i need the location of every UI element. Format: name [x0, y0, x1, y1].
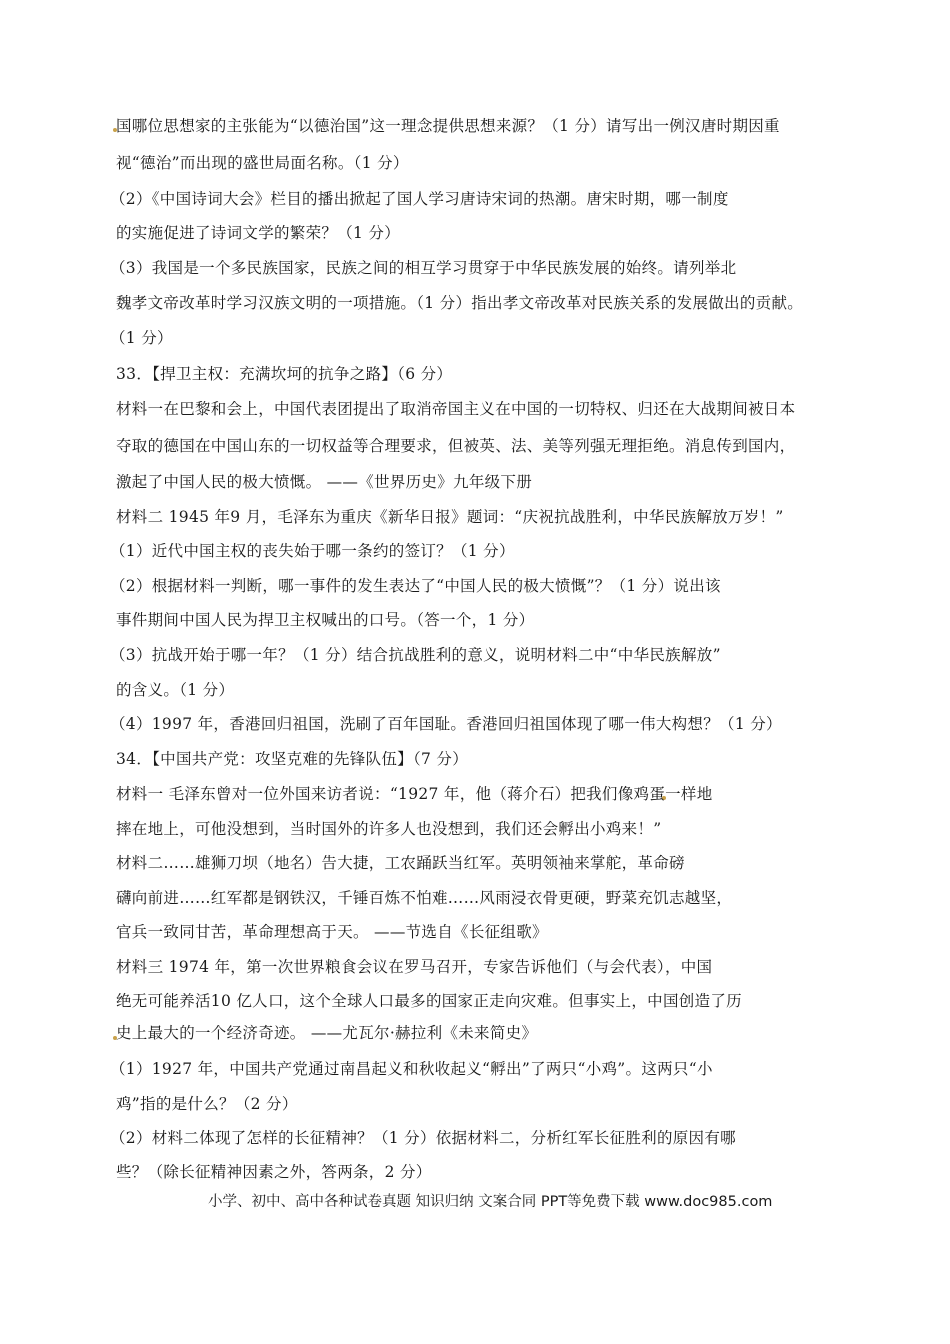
question-heading: 34．【中国共产党：攻坚克难的先锋队伍】（7 分）: [116, 750, 469, 768]
text-line: （2）根据材料一判断，哪一事件的发生表达了“中国人民的极大愤慨”？（1 分）说出该: [110, 577, 721, 595]
text-line: （2）材料二体现了怎样的长征精神？（1 分）依据材料二，分析红军长征胜利的原因有哪: [110, 1129, 736, 1147]
text-line: 国哪位思想家的主张能为“以德治国”这一理念提供思想来源？（1 分）请写出一例汉唐时期因重: [116, 117, 780, 135]
text-line: 摔在地上，可他没想到，当时国外的许多人也没想到，我们还会孵出小鸡来！”: [116, 820, 662, 838]
text-line: 魏孝文帝改革时学习汉族文明的一项措施。（1 分）指出孝文帝改革对民族关系的发展做出的贡献。: [116, 294, 804, 312]
text-line: 绝无可能养活10 亿人口，这个全球人口最多的国家正走向灾难。但事实上，中国创造了历: [116, 992, 742, 1010]
page-footer: 小学、初中、高中各种试卷真题 知识归纳 文案合同 PPT等免费下载 www.doc985.com: [208, 1194, 773, 1210]
text-line: 官兵一致同甘苦，革命理想高于天。 ——节选自《长征组歌》: [116, 923, 548, 941]
text-line: （3）抗战开始于哪一年？（1 分）结合抗战胜利的意义，说明材料二中“中华民族解放”: [110, 646, 721, 664]
text-line: （3）我国是一个多民族国家，民族之间的相互学习贯穿于中华民族发展的始终。请列举北: [110, 259, 737, 277]
text-line: 鸡”指的是什么？（2 分）: [116, 1095, 298, 1113]
text-line: （1）1927 年，中国共产党通过南昌起义和秋收起义“孵出”了两只“小鸡”。这两只“小: [110, 1060, 713, 1078]
question-heading: 33．【捍卫主权：充满坎坷的抗争之路】（6 分）: [116, 365, 453, 383]
text-line: 些？（除长征精神因素之外，答两条，2 分）: [116, 1163, 432, 1181]
text-line: （1 分）: [110, 329, 173, 347]
text-line: （4）1997 年，香港回归祖国，洗刷了百年国耻。香港回归祖国体现了哪一伟大构想？（1 分）: [110, 715, 782, 733]
text-line: 材料二……雄狮刀坝（地名）告大捷，工农踊跃当红军。英明领袖来掌舵，革命磅: [116, 854, 685, 872]
text-line: 激起了中国人民的极大愤慨。 ——《世界历史》九年级下册: [116, 473, 533, 491]
text-line: 史上最大的一个经济奇迹。 ——尤瓦尔·赫拉利《未来简史》: [116, 1024, 538, 1042]
text-line: （1）近代中国主权的丧失始于哪一条约的签订？（1 分）: [110, 542, 515, 560]
text-line: 材料三 1974 年，第一次世界粮食会议在罗马召开，专家告诉他们（与会代表），中国: [116, 958, 713, 976]
text-line: 材料二 1945 年9 月，毛泽东为重庆《新华日报》题词：“庆祝抗战胜利，中华民族解放万岁！”: [116, 508, 784, 526]
text-line: 视“德治”而出现的盛世局面名称。（1 分）: [116, 154, 409, 172]
text-line: 礴向前进……红军都是钢铁汉，千锤百炼不怕难……风雨浸衣骨更硬，野菜充饥志越坚，: [116, 889, 733, 907]
text-line: 材料一 毛泽东曾对一位外国来访者说：“1927 年，他（蒋介石）把我们像鸡蛋一样地: [116, 785, 713, 803]
text-line: 的实施促进了诗词文学的繁荣？（1 分）: [116, 224, 400, 242]
text-line: （2）《中国诗词大会》栏目的播出掀起了国人学习唐诗宋词的热潮。唐宋时期，哪一制度: [110, 190, 729, 208]
text-line: 材料一在巴黎和会上，中国代表团提出了取消帝国主义在中国的一切特权、归还在大战期间被日本: [116, 400, 796, 418]
text-line: 的含义。（1 分）: [116, 681, 235, 699]
text-line: 夺取的德国在中国山东的一切权益等合理要求，但被英、法、美等列强无理拒绝。消息传到国内，: [116, 437, 796, 455]
text-line: 事件期间中国人民为捍卫主权喊出的口号。（答一个，1 分）: [116, 611, 535, 629]
